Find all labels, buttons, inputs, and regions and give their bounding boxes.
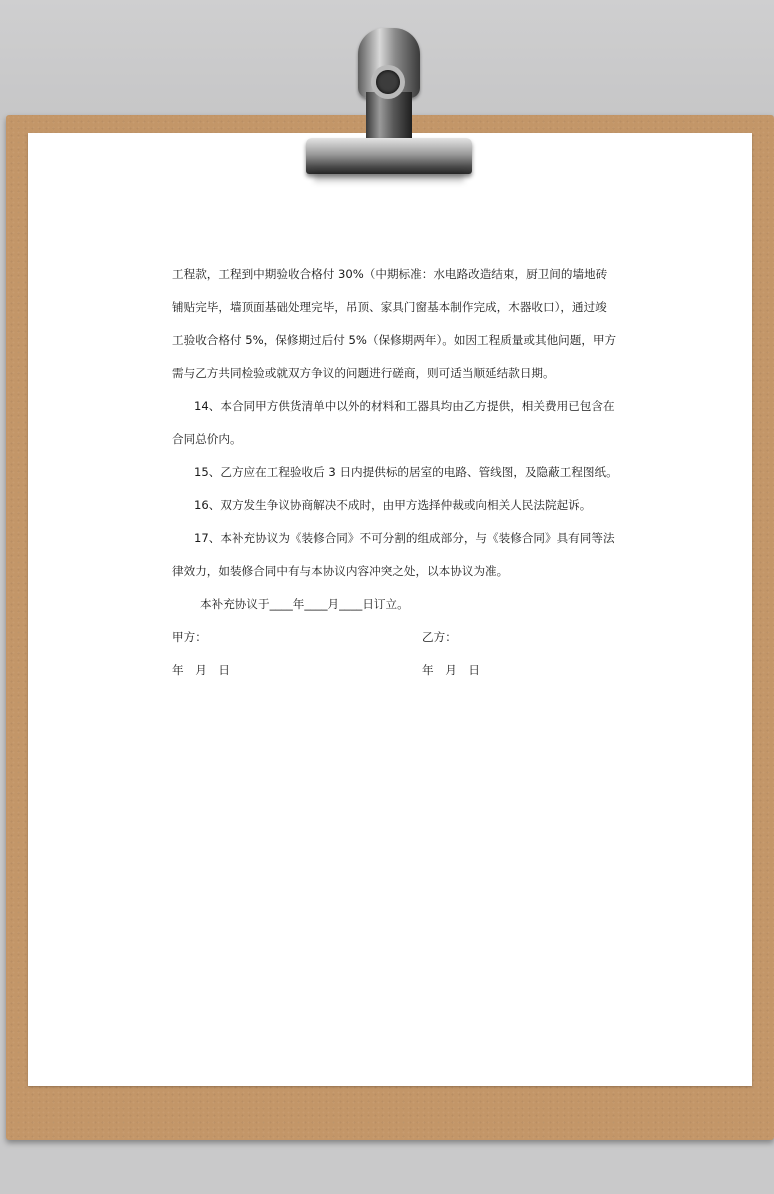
clip-bar	[306, 138, 472, 174]
clip-shadow	[314, 172, 464, 182]
signing-date-line: 本补充协议于____年____月____日订立。	[200, 597, 409, 611]
text-line: 工验收合格付 5%，保修期过后付 5%（保修期两年）。如因工程质量或其他问题，甲方	[172, 333, 617, 347]
text-line: 17、本补充协议为《装修合同》不可分割的组成部分，与《装修合同》具有同等法	[194, 531, 615, 545]
text-line: 14、本合同甲方供货清单中以外的材料和工器具均由乙方提供，相关费用已包含在	[194, 399, 615, 413]
binder-clip-icon	[296, 22, 482, 182]
text-line: 需与乙方共同检验或就双方争议的问题进行磋商，则可适当顺延结款日期。	[172, 366, 555, 380]
text-line: 工程款，工程到中期验收合格付 30%（中期标准：水电路改造结束，厨卫间的墙地砖	[172, 267, 608, 281]
text-line: 16、双方发生争议协商解决不成时，由甲方选择仲裁或向相关人民法院起诉。	[194, 498, 592, 512]
date-row	[172, 662, 612, 678]
text-line: 15、乙方应在工程验收后 3 日内提供标的居室的电路、管线图，及隐蔽工程图纸。	[194, 465, 618, 479]
text-line: 合同总价内。	[172, 432, 242, 446]
party-row	[172, 629, 612, 645]
text-line: 律效力，如装修合同中有与本协议内容冲突之处，以本协议为准。	[172, 564, 509, 578]
text-line: 铺贴完毕，墙顶面基础处理完毕，吊顶、家具门窗基本制作完成，木器收口），通过竣	[172, 300, 607, 314]
document-body	[172, 266, 618, 678]
date-right: 年 月 日	[422, 663, 480, 677]
party-a-label: 甲方：	[172, 630, 207, 644]
date-left: 年 月 日	[172, 663, 230, 677]
clip-hole	[376, 70, 400, 94]
party-b-label: 乙方：	[422, 630, 457, 644]
